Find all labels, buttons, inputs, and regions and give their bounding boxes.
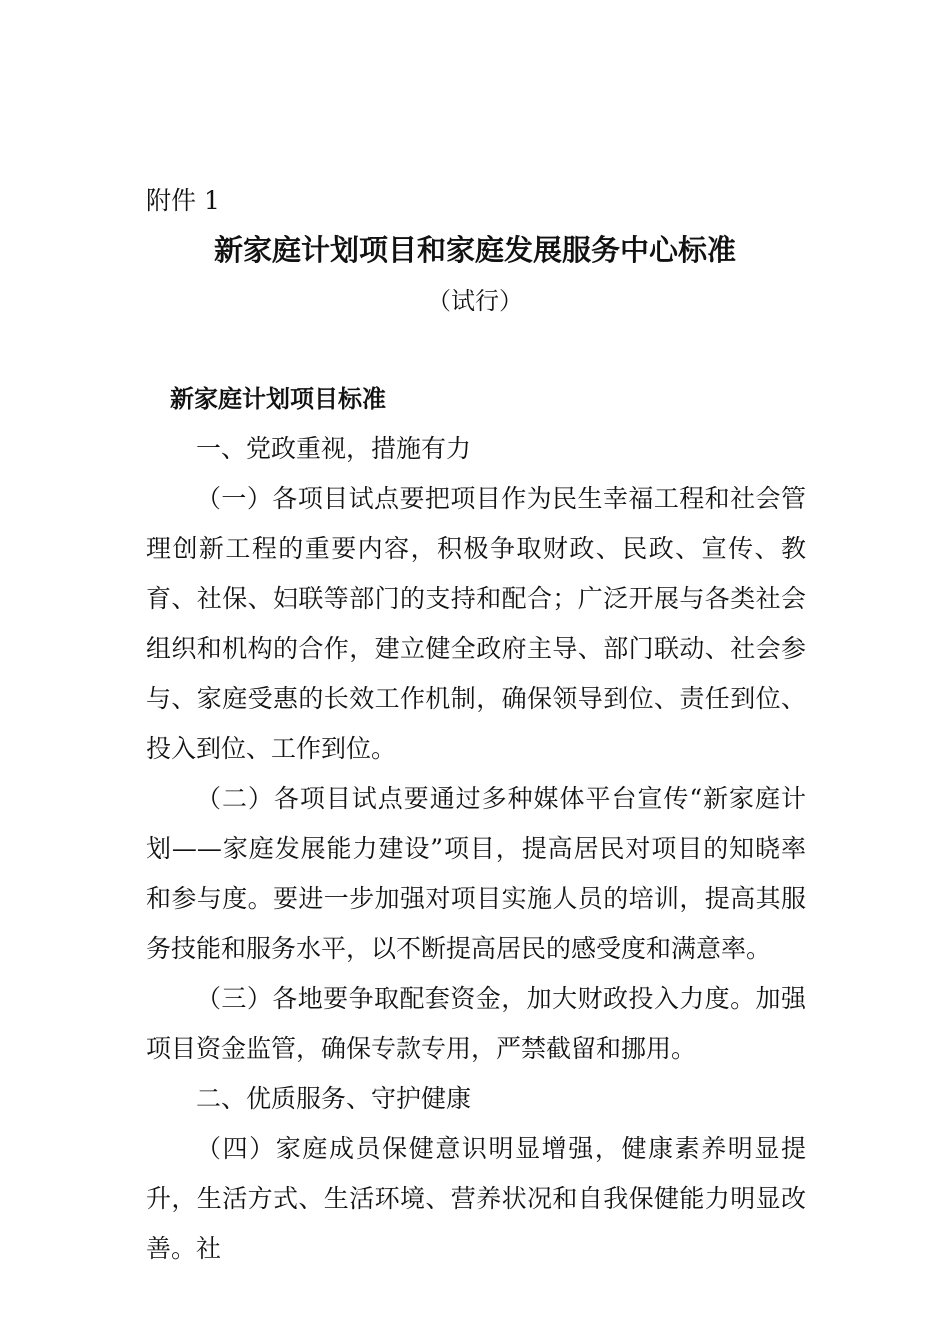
paragraph-3: （三）各地要争取配套资金，加大财政投入力度。加强项目资金监管，确保专款专用，严禁截留和挪用。 (146, 984, 806, 1063)
document-title: 新家庭计划项目和家庭发展服务中心标准 (213, 233, 736, 267)
attachment-label: 附件 1 (146, 186, 220, 215)
heading-quality-service: 二、优质服务、守护健康 (196, 1084, 472, 1113)
paragraph-2: （二）各项目试点要通过多种媒体平台宣传“新家庭计划——家庭发展能力建设”项目，提高居民对项目的知晓率和参与度。要进一步加强对项目实施人员的培训，提高其服务技能和服务水平，以不断提高居民的感受度和满意率。 (146, 784, 806, 963)
section-heading: 新家庭计划项目标准 (170, 384, 386, 413)
document-subtitle: （试行） (427, 287, 523, 315)
heading-party-support: 一、党政重视，措施有力 (196, 434, 472, 463)
paragraph-4: （四）家庭成员保健意识明显增强，健康素养明显提升，生活方式、生活环境、营养状况和自我保健能力明显改善。社 (146, 1134, 806, 1263)
paragraph-1: （一）各项目试点要把项目作为民生幸福工程和社会管理创新工程的重要内容，积极争取财政、民政、宣传、教育、社保、妇联等部门的支持和配合；广泛开展与各类社会组织和机构的合作，建立健全政府主导、部门联动、社会参与、家庭受惠的长效工作机制，确保领导到位、责任到位、投入到位、工作到位。 (146, 484, 806, 763)
